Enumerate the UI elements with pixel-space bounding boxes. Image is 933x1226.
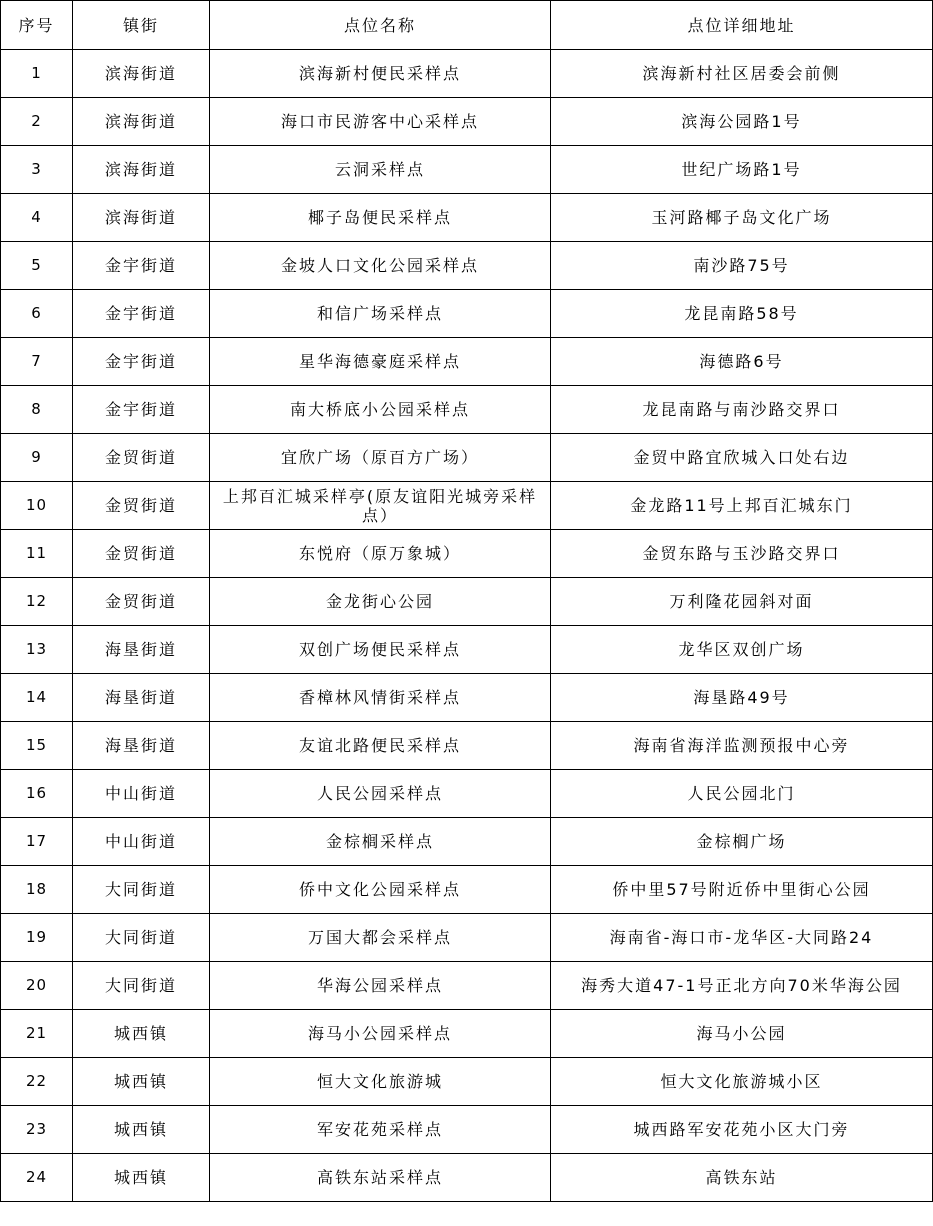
cell-site-name: 香樟林风情街采样点	[210, 674, 551, 722]
cell-serial-number: 21	[1, 1010, 73, 1058]
table-row	[1, 98, 933, 146]
table-row	[1, 194, 933, 242]
cell-serial-number: 15	[1, 722, 73, 770]
table-row	[1, 770, 933, 818]
cell-site-name: 椰子岛便民采样点	[210, 194, 551, 242]
cell-street: 金宇街道	[73, 242, 210, 290]
cell-serial-number: 11	[1, 530, 73, 578]
cell-site-name: 人民公园采样点	[210, 770, 551, 818]
header-street: 镇街	[73, 1, 210, 50]
cell-site-address: 侨中里57号附近侨中里街心公园	[551, 866, 933, 914]
cell-site-name: 金龙街心公园	[210, 578, 551, 626]
cell-street: 城西镇	[73, 1010, 210, 1058]
cell-serial-number: 4	[1, 194, 73, 242]
table-row	[1, 1010, 933, 1058]
cell-street: 滨海街道	[73, 194, 210, 242]
cell-site-address: 海南省-海口市-龙华区-大同路24	[551, 914, 933, 962]
cell-site-name: 双创广场便民采样点	[210, 626, 551, 674]
header-row	[1, 1, 933, 50]
table-row	[1, 1106, 933, 1154]
table-row	[1, 434, 933, 482]
cell-street: 大同街道	[73, 866, 210, 914]
cell-street: 海垦街道	[73, 722, 210, 770]
table-row	[1, 578, 933, 626]
cell-serial-number: 18	[1, 866, 73, 914]
table-body	[1, 50, 933, 1202]
table-header	[1, 1, 933, 50]
table-row	[1, 50, 933, 98]
cell-site-address: 龙昆南路58号	[551, 290, 933, 338]
table-row	[1, 338, 933, 386]
cell-serial-number: 19	[1, 914, 73, 962]
cell-site-name: 金坡人口文化公园采样点	[210, 242, 551, 290]
cell-site-address: 滨海公园路1号	[551, 98, 933, 146]
cell-serial-number: 10	[1, 482, 73, 530]
cell-serial-number: 23	[1, 1106, 73, 1154]
table-row	[1, 482, 933, 530]
cell-site-address: 海秀大道47-1号正北方向70米华海公园	[551, 962, 933, 1010]
cell-site-name: 和信广场采样点	[210, 290, 551, 338]
header-serial-number: 序号	[1, 1, 73, 50]
cell-site-address: 海垦路49号	[551, 674, 933, 722]
table-row	[1, 626, 933, 674]
cell-street: 城西镇	[73, 1106, 210, 1154]
cell-street: 中山街道	[73, 770, 210, 818]
cell-street: 海垦街道	[73, 626, 210, 674]
cell-street: 中山街道	[73, 818, 210, 866]
cell-street: 城西镇	[73, 1154, 210, 1202]
cell-serial-number: 17	[1, 818, 73, 866]
table-row	[1, 242, 933, 290]
table-row	[1, 962, 933, 1010]
cell-serial-number: 13	[1, 626, 73, 674]
cell-serial-number: 20	[1, 962, 73, 1010]
cell-site-address: 南沙路75号	[551, 242, 933, 290]
cell-serial-number: 6	[1, 290, 73, 338]
cell-site-name: 星华海德豪庭采样点	[210, 338, 551, 386]
table-row	[1, 290, 933, 338]
cell-street: 金贸街道	[73, 482, 210, 530]
cell-site-address: 龙华区双创广场	[551, 626, 933, 674]
cell-street: 金宇街道	[73, 386, 210, 434]
cell-site-name: 恒大文化旅游城	[210, 1058, 551, 1106]
cell-site-name: 万国大都会采样点	[210, 914, 551, 962]
table-row	[1, 818, 933, 866]
cell-site-name: 宜欣广场（原百方广场）	[210, 434, 551, 482]
table-row	[1, 146, 933, 194]
cell-site-address: 滨海新村社区居委会前侧	[551, 50, 933, 98]
cell-serial-number: 14	[1, 674, 73, 722]
cell-serial-number: 5	[1, 242, 73, 290]
table-row	[1, 722, 933, 770]
cell-serial-number: 3	[1, 146, 73, 194]
header-site-name: 点位名称	[210, 1, 551, 50]
cell-site-address: 金龙路11号上邦百汇城东门	[551, 482, 933, 530]
cell-street: 金贸街道	[73, 434, 210, 482]
cell-street: 金贸街道	[73, 578, 210, 626]
cell-site-name: 高铁东站采样点	[210, 1154, 551, 1202]
table-row	[1, 530, 933, 578]
cell-site-address: 海马小公园	[551, 1010, 933, 1058]
header-site-address: 点位详细地址	[551, 1, 933, 50]
cell-site-address: 城西路军安花苑小区大门旁	[551, 1106, 933, 1154]
cell-serial-number: 2	[1, 98, 73, 146]
cell-site-address: 龙昆南路与南沙路交界口	[551, 386, 933, 434]
cell-serial-number: 9	[1, 434, 73, 482]
cell-site-address: 海德路6号	[551, 338, 933, 386]
cell-street: 大同街道	[73, 962, 210, 1010]
cell-serial-number: 16	[1, 770, 73, 818]
cell-serial-number: 7	[1, 338, 73, 386]
cell-site-name: 华海公园采样点	[210, 962, 551, 1010]
cell-street: 金宇街道	[73, 338, 210, 386]
cell-site-address: 高铁东站	[551, 1154, 933, 1202]
table-row	[1, 674, 933, 722]
cell-site-address: 万利隆花园斜对面	[551, 578, 933, 626]
cell-street: 金宇街道	[73, 290, 210, 338]
cell-site-name: 南大桥底小公园采样点	[210, 386, 551, 434]
cell-site-address: 人民公园北门	[551, 770, 933, 818]
cell-serial-number: 1	[1, 50, 73, 98]
table-row	[1, 1058, 933, 1106]
table-row	[1, 386, 933, 434]
cell-street: 金贸街道	[73, 530, 210, 578]
cell-site-address: 恒大文化旅游城小区	[551, 1058, 933, 1106]
cell-street: 滨海街道	[73, 98, 210, 146]
cell-serial-number: 8	[1, 386, 73, 434]
cell-street: 大同街道	[73, 914, 210, 962]
table-row	[1, 914, 933, 962]
cell-street: 滨海街道	[73, 50, 210, 98]
cell-site-address: 世纪广场路1号	[551, 146, 933, 194]
table-row	[1, 866, 933, 914]
cell-serial-number: 12	[1, 578, 73, 626]
cell-site-name: 军安花苑采样点	[210, 1106, 551, 1154]
cell-street: 滨海街道	[73, 146, 210, 194]
cell-serial-number: 24	[1, 1154, 73, 1202]
cell-street: 海垦街道	[73, 674, 210, 722]
cell-site-address: 金贸东路与玉沙路交界口	[551, 530, 933, 578]
cell-site-name: 云洞采样点	[210, 146, 551, 194]
cell-site-name: 海口市民游客中心采样点	[210, 98, 551, 146]
cell-site-address: 海南省海洋监测预报中心旁	[551, 722, 933, 770]
cell-site-name: 滨海新村便民采样点	[210, 50, 551, 98]
cell-site-address: 玉河路椰子岛文化广场	[551, 194, 933, 242]
cell-site-name: 侨中文化公园采样点	[210, 866, 551, 914]
cell-serial-number: 22	[1, 1058, 73, 1106]
cell-site-address: 金贸中路宜欣城入口处右边	[551, 434, 933, 482]
cell-site-name: 东悦府（原万象城）	[210, 530, 551, 578]
cell-site-name: 上邦百汇城采样亭(原友谊阳光城旁采样点）	[210, 482, 551, 530]
table-row	[1, 1154, 933, 1202]
cell-site-name: 海马小公园采样点	[210, 1010, 551, 1058]
cell-site-address: 金棕榈广场	[551, 818, 933, 866]
cell-street: 城西镇	[73, 1058, 210, 1106]
cell-site-name: 金棕榈采样点	[210, 818, 551, 866]
cell-site-name: 友谊北路便民采样点	[210, 722, 551, 770]
